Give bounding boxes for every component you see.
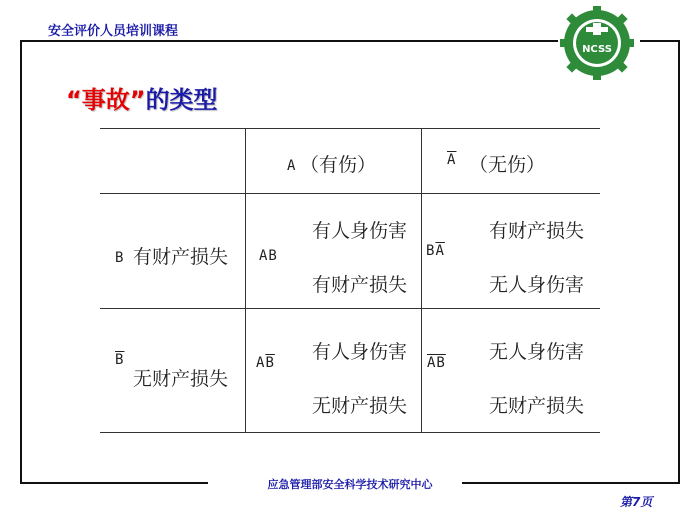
cell-ab-symbol: AB [259, 248, 278, 264]
logo-text: NCSS [582, 44, 612, 55]
title-open-quote: “ [66, 86, 82, 114]
col-a-symbol: A [287, 158, 297, 174]
table-line-2 [100, 308, 600, 309]
col-not-a-symbol: $\overline{A}$ [447, 152, 457, 168]
cell-b-not-a-a: $\overline{A}$ [435, 243, 445, 259]
cell-not-ab-line1: 无人身伤害 [489, 341, 585, 363]
row-b-label: 有财产损失 [133, 246, 229, 268]
cell-b-not-a-symbol [426, 243, 445, 259]
cell-b-not-a-line1: 有财产损失 [489, 220, 585, 242]
table-col-line-1 [245, 128, 246, 432]
title-keyword: 事故 [81, 86, 130, 114]
cell-ab-line2: 有财产损失 [312, 274, 408, 296]
cell-a-not-b-b: $\overline{B}$ [265, 355, 275, 371]
cell-b-not-a-line2: 无人身伤害 [489, 274, 585, 296]
row-b-symbol: B [115, 250, 125, 266]
table-bottom-line [100, 432, 600, 433]
cell-a-not-b-a: A [256, 355, 266, 371]
cell-a-not-b-line1: 有人身伤害 [312, 341, 408, 363]
footer-org: 应急管理部安全科学技术研究中心 [267, 478, 433, 491]
title-close-quote: ” [129, 86, 146, 114]
col-not-a-label: （无伤） [469, 154, 546, 176]
course-title: 安全评价人员培训课程 [48, 24, 179, 39]
table-line-1 [100, 193, 600, 194]
col-a-label: （有伤） [300, 154, 377, 176]
title-rest: 的类型 [145, 86, 218, 114]
table-top-line [100, 128, 600, 129]
cell-not-ab-symbol: $\overline{AB}$ [427, 355, 446, 371]
cell-a-not-b-line2: 无财产损失 [312, 395, 408, 417]
cell-ab-line1: 有人身伤害 [312, 220, 408, 242]
page-number: 第7页 [620, 495, 653, 509]
row-not-b-label: 无财产损失 [133, 368, 229, 390]
cell-not-ab-line2: 无财产损失 [489, 395, 585, 417]
cell-b-not-a-b: B [426, 243, 436, 259]
row-not-b-symbol: $\overline{B}$ [115, 352, 125, 368]
table-col-line-2 [421, 128, 422, 432]
cell-a-not-b-symbol [256, 355, 275, 371]
